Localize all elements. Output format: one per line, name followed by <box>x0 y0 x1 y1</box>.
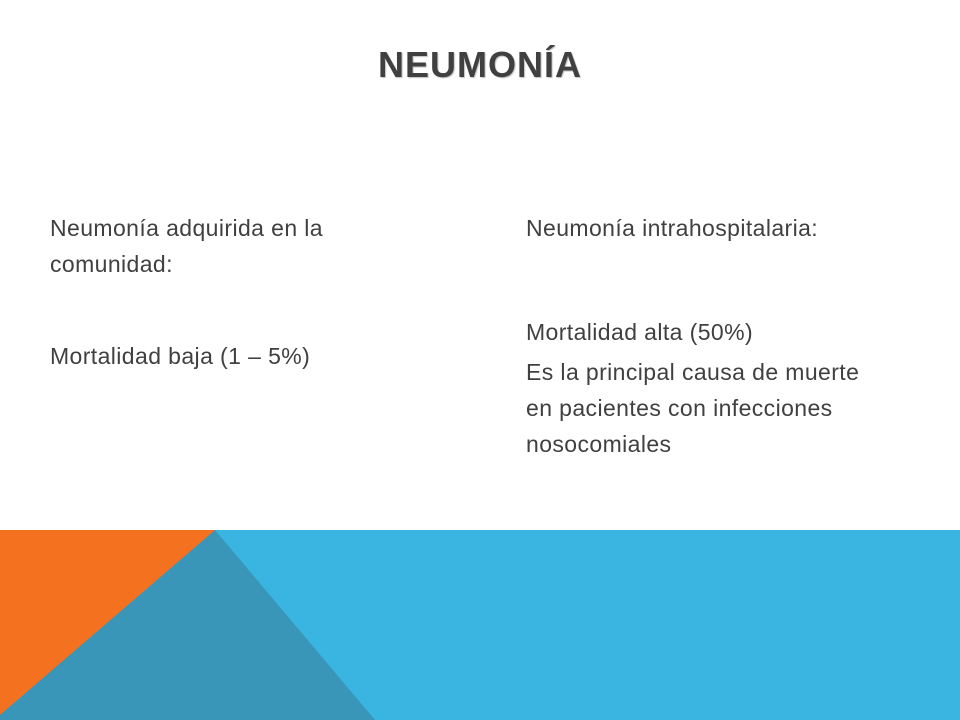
left-column-heading: Neumonía adquirida en la comunidad: <box>50 215 323 277</box>
right-column <box>526 210 886 462</box>
slide-title: NEUMONÍA <box>378 44 582 85</box>
decorative-band <box>0 530 960 720</box>
left-column <box>50 210 430 374</box>
right-column-heading: Neumonía intrahospitalaria: <box>526 215 819 241</box>
right-cause-text: Es la principal causa de muerte en pacientes con infecciones nosocomiales <box>526 359 860 457</box>
right-mortality-text: Mortalidad alta (50%) <box>526 319 754 345</box>
left-mortality-text: Mortalidad baja (1 – 5%) <box>50 343 311 369</box>
